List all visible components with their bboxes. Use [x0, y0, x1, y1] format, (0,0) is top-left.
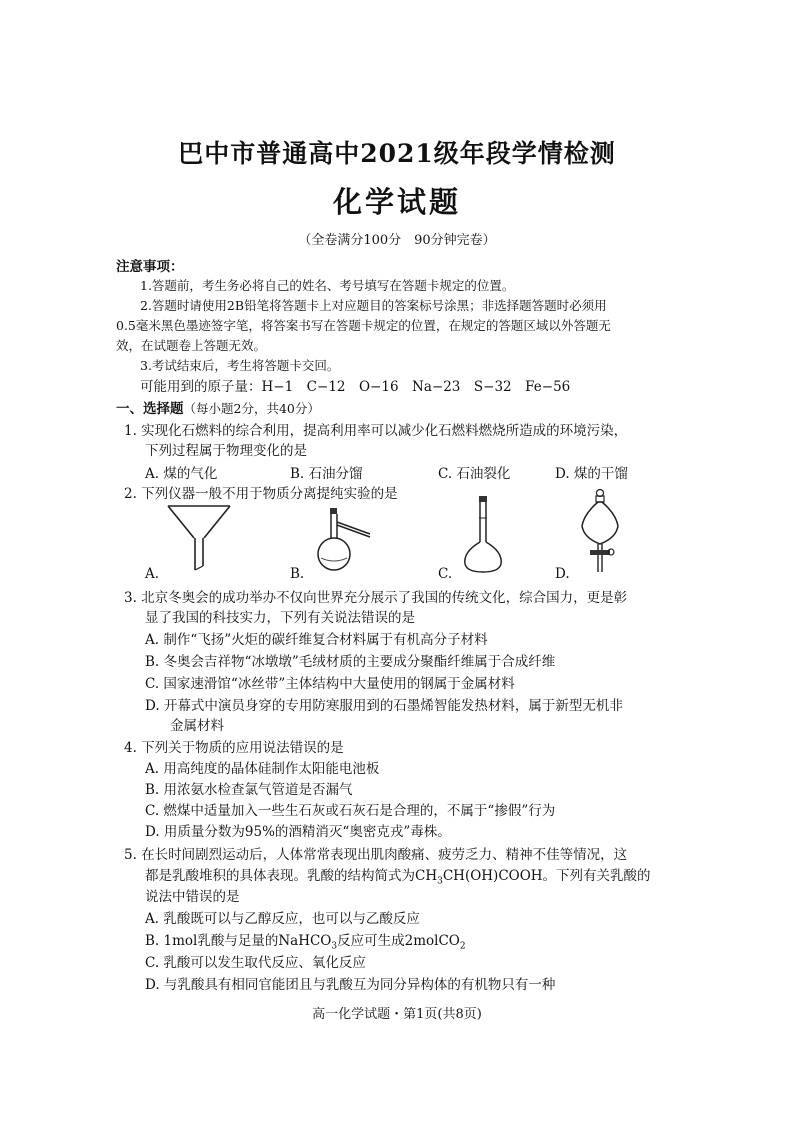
notice-item-3: 3.考试结束后，考生将答题卡交回。: [140, 358, 340, 373]
q3-option-c: C. 国家速滑馆“冰丝带”主体结构中大量使用的钢属于金属材料: [145, 676, 515, 692]
q5-option-a: A. 乳酸既可以与乙醇反应，也可以与乙酸反应: [145, 911, 420, 927]
q5-option-b: B. 1mol乳酸与足量的NaHCO$_3$反应可生成2molCO$_2$: [145, 933, 466, 952]
q1-stem-cont: 下列过程属于物理变化的是: [145, 443, 307, 459]
q4-option-b: B. 用浓氨水检查氯气管道是否漏气: [145, 782, 353, 798]
q2-option-b: B.: [290, 566, 305, 582]
atomic-masses: 可能用到的原子量：H−1 C−12 O−16 Na−23 S−32 Fe−56: [140, 379, 571, 395]
q3-stem-cont: 显了我国的科技实力，下列有关说法错误的是: [145, 610, 415, 626]
subject-title: 化学试题: [332, 185, 461, 219]
q5-stem-cont: 都是乳酸堆积的具体表现。乳酸的结构简式为$CH_3CH(OH)COOH$。下列有关乳酸的: [145, 868, 651, 887]
q4-stem: 4. 下列关于物质的应用说法错误的是: [124, 740, 344, 756]
q2-option-c: C.: [438, 566, 453, 582]
q2-option-d: D.: [555, 566, 570, 582]
q3-option-a: A. 制作“飞扬”火炬的碳纤维复合材料属于有机高分子材料: [145, 632, 488, 648]
separatory-funnel-image: [578, 488, 628, 576]
q2-stem: 2. 下列仪器一般不用于物质分离提纯实验的是: [124, 486, 398, 502]
volumetric-flask-image: [455, 494, 515, 574]
q5-stem: 5. 在长时间剧烈运动后，人体常常表现出肌肉酸痛、疲劳乏力、精神不佳等情况，这: [124, 847, 628, 863]
q5-stem-cont2: 说法中错误的是: [145, 889, 240, 905]
q1-option-b: B. 石油分馏: [290, 466, 363, 482]
q3-option-d: D. 开幕式中演员身穿的专用防寒服用到的石墨烯智能发热材料，属于新型无机非: [145, 698, 623, 714]
notice-item-2-cont2: 效，在试题卷上答题无效。: [116, 338, 267, 353]
q5-option-c: C. 乳酸可以发生取代反应、氧化反应: [145, 955, 366, 971]
q3-option-b: B. 冬奥会吉祥物“冰墩墩”毛绒材质的主要成分聚酯纤维属于合成纤维: [145, 654, 556, 670]
section-heading: 一、选择题（每小题2分，共40分）: [116, 401, 320, 417]
funnel-image: [160, 494, 240, 574]
q1-option-d: D. 煤的干馏: [555, 466, 628, 482]
page-footer: 高一化学试题・第1页(共8页): [312, 1007, 482, 1022]
notice-heading: 注意事项：: [116, 259, 184, 275]
q1-option-c: C. 石油裂化: [438, 466, 511, 482]
exam-note: （全卷满分100分 90分钟完卷）: [298, 233, 496, 248]
q2-option-a: A.: [145, 566, 160, 582]
notice-item-2: 2.答题时请使用2B铅笔将答题卡上对应题目的答案标号涂黑；非选择题答题时必须用: [140, 298, 607, 313]
exam-title: 巴中市普通高中2021级年段学情检测: [178, 139, 616, 168]
q4-option-c: C. 燃煤中适量加入一些生石灰或石灰石是合理的，不属于“掺假”行为: [145, 803, 556, 819]
q5-option-d: D. 与乳酸具有相同官能团且与乳酸互为同分异构体的有机物只有一种: [145, 977, 556, 993]
distillation-flask-image: [310, 494, 380, 574]
q3-option-d-cont: 金属材料: [170, 718, 224, 734]
q1-option-a: A. 煤的气化: [145, 466, 218, 482]
q4-option-d: D. 用质量分数为95%的酒精消灭“奥密克戎”毒株。: [145, 824, 451, 840]
q3-stem: 3. 北京冬奥会的成功举办不仅向世界充分展示了我国的传统文化，综合国力，更是彰: [124, 590, 628, 606]
q4-option-a: A. 用高纯度的晶体硅制作太阳能电池板: [145, 761, 380, 777]
notice-item-2-cont: 0.5毫米黑色墨迹签字笔，将答案书写在答题卡规定的位置，在规定的答题区域以外答题无: [116, 318, 611, 333]
q1-stem: 1. 实现化石燃料的综合利用，提高利用率可以减少化石燃料燃烧所造成的环境污染，: [124, 423, 628, 439]
notice-item-1: 1.答题前，考生务必将自己的姓名、考号填写在答题卡规定的位置。: [140, 278, 515, 293]
